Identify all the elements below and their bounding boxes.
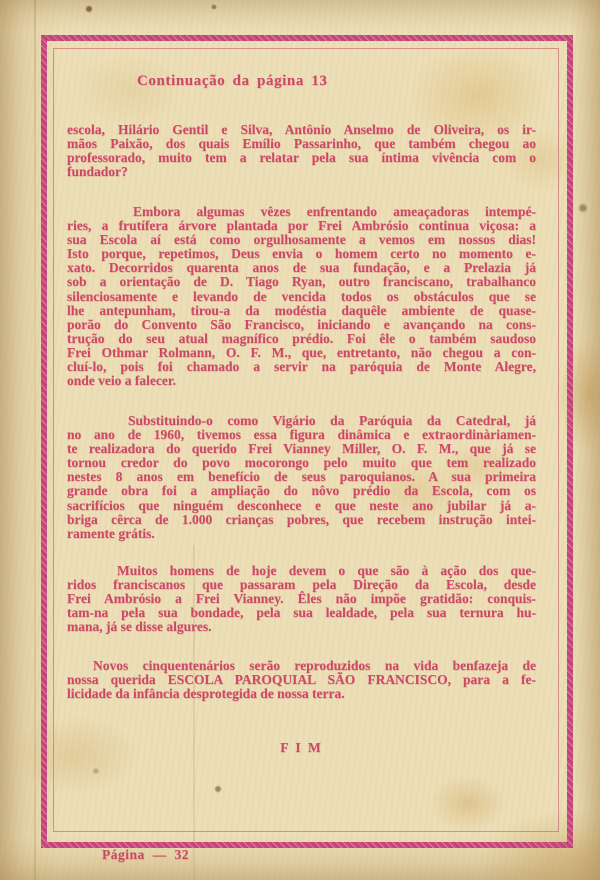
text-line: escola, Hilário Gentil e Silva, Antônio Anselmo de Oliveira, os ir- (67, 122, 536, 137)
text-line: onde veio a falecer. (67, 373, 176, 389)
text-line: grande obra foi a ampliação do nôvo prédio da Escola, com os (67, 483, 536, 499)
text-line: Novos cinquentenários serão reproduzidos na vida benfazeja de (93, 658, 536, 673)
text-line: ridos franciscanos que passaram pela Direção da Escola, desde (67, 577, 536, 593)
paper-crease-left (34, 0, 36, 880)
text-line: sob a orientação de D. Tiago Ryan, outro franciscano, trabalhanco (67, 274, 536, 290)
text-line: mãos Paixão, dos quais Emílio Passarinho, que também chegou ao (67, 136, 536, 152)
text-line: ramente grátis. (67, 525, 155, 541)
text-line: nossa querida ESCOLA PAROQUIAL SÃO FRANCISCO, para a fe- (67, 672, 536, 688)
paragraph (67, 205, 536, 388)
text-line: Isto porque, repetimos, Deus envia o homem certo no momento e- (67, 246, 536, 262)
text-line: cluí-lo, pois foi chamado a servir na paróquia de Monte Alegre, (67, 359, 536, 375)
text-line: briga cêrca de 1.000 crianças pobres, que recebem instrução intei- (67, 511, 536, 527)
text-line: tam-na pela sua bondade, pela sua lealdade, pela sua ternura hu- (67, 605, 536, 621)
text-line: silenciosamente e levando de vencida todos os obstáculos que se (67, 288, 536, 304)
text-line: fundador? (67, 164, 128, 180)
text-line: trução do seu atual magnífico prédio. Foi êle o também saudoso (67, 330, 536, 346)
end-mark: F I M (280, 740, 323, 755)
text-line: te realizadora do querido Frei Vianney Miller, O. F. M., que já se (67, 441, 536, 457)
text-line: Muitos homens de hoje devem o que são à ação dos que- (117, 563, 536, 578)
text-line: mana, já se disse algures. (67, 619, 212, 635)
text-line: tornou credor do povo mocorongo pelo muito que tem realizado (67, 455, 536, 471)
paragraph (67, 564, 536, 634)
text-line: sua Escola aí está como orgulhosamente a vemos em nossos dias! (67, 232, 536, 248)
text-line: nestes 8 anos em benefício de seus paroquianos. A sua primeira (67, 469, 536, 485)
page-number-footer: Página — 32 (102, 847, 190, 862)
text-line: licidade da infância desprotegida de nossa terra. (67, 686, 345, 702)
text-line: no ano de 1960, tivemos essa figura dinâmica e extraordinàriamen- (67, 427, 536, 443)
text-line: ries, a frutífera árvore plantada por Frei Ambrósio continua viçosa: a (67, 218, 536, 234)
paragraph (67, 123, 536, 179)
text-line: Frei Othmar Rolmann, O. F. M., que, entretanto, não chegou a con- (67, 344, 536, 360)
text-line: Frei Ambrósio a Frei Vianney. Êles não impõe gratidão: conquis- (67, 591, 536, 607)
text-line: porão do Convento São Francisco, iniciando e avançando na cons- (67, 316, 536, 332)
text-line: lhe antepunham, tirou-a da modéstia daquêle ambiente de quase- (67, 302, 536, 318)
text-line: Substituindo-o como Vigário da Paróquia da Catedral, já (128, 413, 536, 428)
paragraph (67, 659, 536, 701)
paragraph (67, 414, 536, 541)
text-line: xato. Decorridos quarenta anos de sua fundação, e a Prelazia já (67, 260, 536, 276)
text-line: Embora algumas vêzes enfrentando ameaçadoras intempé- (133, 204, 536, 219)
text-line: professorado, muito tem a relatar pela sua íntima vivência com o (67, 150, 536, 166)
text-line: sacrifícios que ninguém desconhece e que neste ano jubilar já a- (67, 497, 536, 513)
continuation-header: Continuação da página 13 (137, 73, 328, 89)
